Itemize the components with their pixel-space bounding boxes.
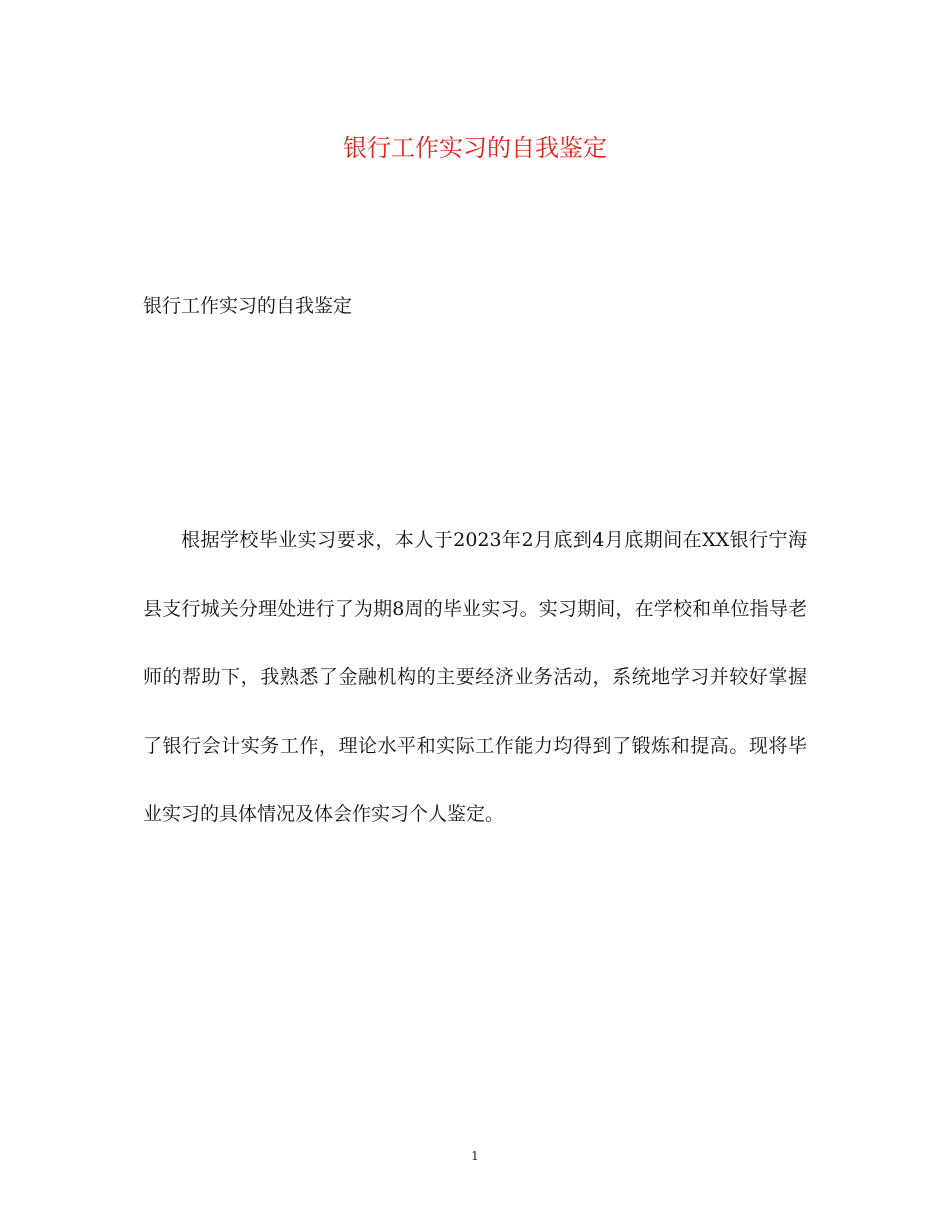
document-title: 银行工作实习的自我鉴定 [343, 134, 607, 162]
document-subtitle: 银行工作实习的自我鉴定 [143, 295, 353, 317]
body-paragraph: 根据学校毕业实习要求，本人于2023年2月底到4月底期间在XX银行宁海县支行城关分理处进行了为期8周的毕业实习。实习期间，在学校和单位指导老师的帮助下，我熟悉了金融机构的主要经济业务活动，系统地学习并较好掌握了银行会计实务工作，理论水平和实际工作能力均得到了锻炼和提高。现将毕业实习的具体情况及体会作实习个人鉴定。 [143, 529, 807, 825]
page-number: 1 [471, 1149, 479, 1163]
